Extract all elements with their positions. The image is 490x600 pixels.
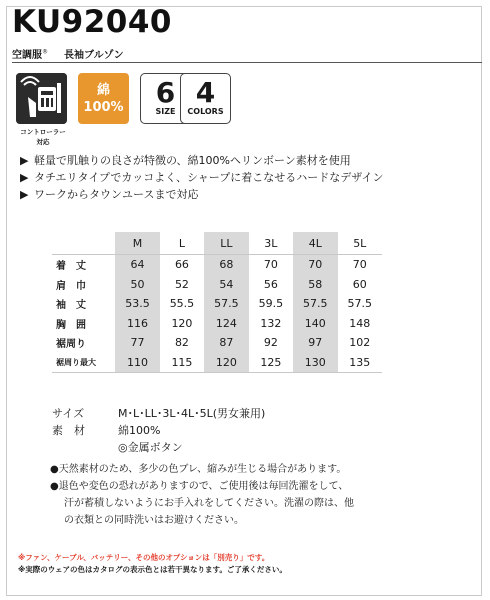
table-cell: 120 xyxy=(171,316,193,330)
table-cell: 58 xyxy=(293,275,337,295)
table-cell: 135 xyxy=(349,355,371,369)
header-ll: LL xyxy=(204,232,248,254)
spec-list xyxy=(52,405,265,456)
table-cell: 110 xyxy=(115,353,159,373)
table-cell: 52 xyxy=(174,277,189,291)
table-cell: 148 xyxy=(349,316,371,330)
note-item: ●退色や変色の恐れがありますので、ご使用後は毎回洗濯をして、 xyxy=(50,481,349,492)
table-cell: 116 xyxy=(115,314,159,334)
feature-item: ▶ タチエリタイプでカッコよく、シャープに着こなせるハードなデザイン xyxy=(20,171,384,184)
spec-size: サイズ M･L･LL･3L･4L･5L(男女兼用) xyxy=(52,407,266,420)
table-cell: 140 xyxy=(293,314,337,334)
color-count-badge xyxy=(180,73,231,124)
cotton-percent: 100% xyxy=(83,100,124,115)
table-cell: 77 xyxy=(115,333,159,353)
table-cell: 57.5 xyxy=(293,294,337,314)
row-label: 袖 丈 xyxy=(56,300,86,312)
controller-caption: コントローラー 対応 xyxy=(20,128,66,146)
size-table xyxy=(52,232,382,373)
row-label: 裾周り xyxy=(56,339,86,351)
table-cell: 50 xyxy=(115,275,159,295)
table-cell: 70 xyxy=(293,255,337,275)
header-m: M xyxy=(115,232,159,254)
note-item: ●天然素材のため、多少の色ブレ、縮みが生じる場合があります。 xyxy=(50,464,347,475)
table-cell: 54 xyxy=(204,275,248,295)
table-cell: 56 xyxy=(263,277,278,291)
header-3l: 3L xyxy=(264,236,278,250)
header-l: L xyxy=(178,236,186,250)
triangle-icon: ▶ xyxy=(20,154,29,167)
row-label: 胸 囲 xyxy=(56,319,86,331)
triangle-icon: ▶ xyxy=(20,171,29,184)
product-subtitle xyxy=(12,46,124,61)
table-row xyxy=(52,353,382,373)
spec-button: ◎金属ボタン xyxy=(118,441,183,454)
note-continuation: 汗が蓄積しないようにお手入れをしてください。洗濯の際は、他 xyxy=(64,498,354,509)
product-code: KU92040 xyxy=(12,4,172,40)
note-continuation: の衣類との同時洗いはお避けください。 xyxy=(64,515,244,526)
table-cell: 55.5 xyxy=(169,297,195,311)
row-label: 着 丈 xyxy=(56,261,86,273)
cotton-badge xyxy=(78,73,129,124)
table-row xyxy=(52,255,382,275)
row-label: 裾周り最大 xyxy=(56,357,96,367)
table-cell: 66 xyxy=(174,258,189,272)
table-cell: 59.5 xyxy=(258,297,284,311)
triangle-icon: ▶ xyxy=(20,188,29,201)
size-count: 6 xyxy=(155,76,176,109)
header-divider xyxy=(12,62,482,63)
table-cell: 132 xyxy=(260,316,282,330)
footer-notes xyxy=(18,552,287,576)
table-cell: 53.5 xyxy=(115,294,159,314)
table-cell: 120 xyxy=(204,353,248,373)
table-cell: 70 xyxy=(352,258,367,272)
table-cell: 124 xyxy=(204,314,248,334)
table-cell: 130 xyxy=(293,353,337,373)
table-cell: 82 xyxy=(174,336,189,350)
registered-mark: ® xyxy=(42,48,48,56)
color-count: 4 xyxy=(195,76,216,109)
feature-item: ▶ 軽量で肌触りの良さが特徴の、綿100%ヘリンボーン素材を使用 xyxy=(20,154,351,167)
color-label: COLORS xyxy=(187,107,224,116)
color-disclaimer-note: ※実際のウェアの色はカタログの表示色とは若干異なります。ご了承ください。 xyxy=(18,565,287,574)
feature-list xyxy=(20,152,383,203)
size-label: SIZE xyxy=(155,107,176,116)
table-row xyxy=(52,294,382,314)
table-cell: 57.5 xyxy=(347,297,372,311)
options-sold-separately-note: ※ファン、ケーブル、バッテリー、その他のオプションは「別売り」です。 xyxy=(18,553,270,562)
table-row xyxy=(52,275,382,295)
table-body xyxy=(52,255,382,373)
table-cell: 64 xyxy=(115,255,159,275)
table-cell: 125 xyxy=(260,355,282,369)
brand-name: 空調服 xyxy=(12,50,42,61)
table-header xyxy=(52,232,382,255)
table-row xyxy=(52,333,382,353)
feature-item: ▶ ワークからタウンユースまで対応 xyxy=(20,188,199,201)
table-cell: 60 xyxy=(352,277,367,291)
care-notes xyxy=(50,461,470,529)
spec-material: 素 材 綿100% xyxy=(52,424,161,437)
table-cell: 97 xyxy=(293,333,337,353)
controller-icon xyxy=(16,73,67,124)
table-cell: 102 xyxy=(349,336,371,350)
table-row xyxy=(52,314,382,334)
table-cell: 87 xyxy=(204,333,248,353)
table-cell: 115 xyxy=(171,355,193,369)
cotton-label: 綿 xyxy=(96,83,110,98)
header-4l: 4L xyxy=(293,232,337,254)
table-cell: 57.5 xyxy=(204,294,248,314)
header-5l: 5L xyxy=(353,236,367,250)
table-cell: 68 xyxy=(204,255,248,275)
table-cell: 70 xyxy=(263,258,278,272)
row-label: 肩 巾 xyxy=(56,280,86,292)
table-cell: 92 xyxy=(263,336,278,350)
product-name: 長袖ブルゾン xyxy=(64,50,124,61)
